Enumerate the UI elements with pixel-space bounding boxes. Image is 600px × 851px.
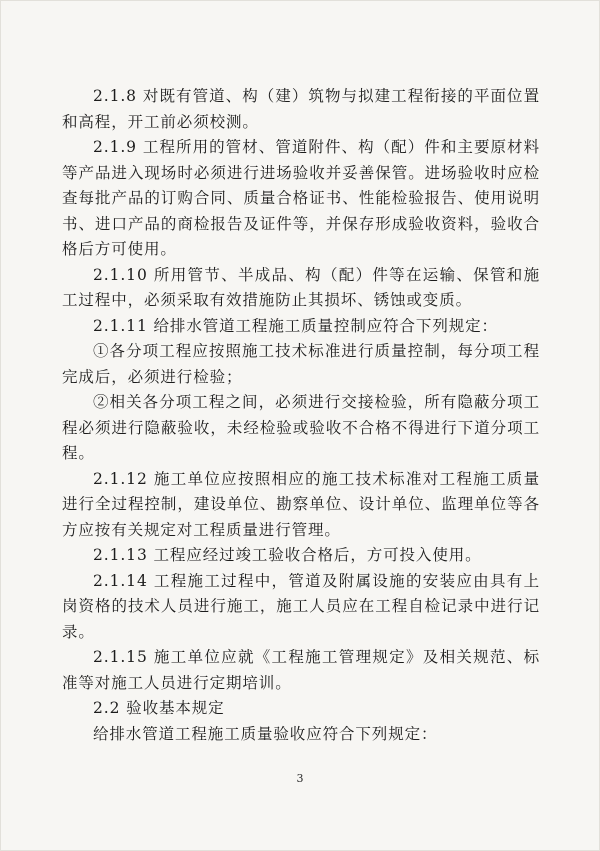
clause-2-1-12: 2.1.12 施工单位应按照相应的施工技术标准对工程施工质量进行全过程控制，建设单位、勘察单位、设计单位、监理单位等各方应按有关规定对工程质量进行管理。 <box>62 469 540 539</box>
page-number: 3 <box>296 772 304 785</box>
clause-2-1-13: 2.1.13 工程应经过竣工验收合格后，方可投入使用。 <box>93 546 482 564</box>
clause-2-1-15: 2.1.15 施工单位应就《工程施工管理规定》及相关规范、标准等对施工人员进行定期培训。 <box>62 648 540 692</box>
clause-2-1-11-item-1: ①各分项工程应按照施工技术标准进行质量控制，每分项工程完成后，必须进行检验； <box>62 342 540 386</box>
section-2-2-intro: 给排水管道工程施工质量验收应符合下列规定： <box>93 724 438 743</box>
clause-2-1-8: 2.1.8 对既有管道、构（建）筑物与拟建工程衔接的平面位置和高程，开工前必须校测。 <box>62 87 540 131</box>
clause-2-1-11: 2.1.11 给排水管道工程施工质量控制应符合下列规定： <box>93 316 498 335</box>
clause-2-1-14: 2.1.14 工程施工过程中，管道及附属设施的安装应由具有上岗资格的技术人员进行施工，施工人员应在工程自检记录中进行记录。 <box>62 571 540 641</box>
clause-2-1-11-item-2: ②相关各分项工程之间，必须进行交接检验，所有隐蔽分项工程必须进行隐蔽验收，未经检验或验收不合格不得进行下道分项工程。 <box>62 393 540 462</box>
clause-2-1-10: 2.1.10 所用管节、半成品、构（配）件等在运输、保管和施工过程中，必须采取有效措施防止其损坏、锈蚀或变质。 <box>62 265 540 309</box>
clause-2-1-9: 2.1.9 工程所用的管材、管道附件、构（配）件和主要原材料等产品进入现场时必须进行进场验收并妥善保管。进场验收时应检查每批产品的订购合同、质量合格证书、性能检验报告、使用说明书、进口产品的商检报告及证件等，并保存形成验收资料，验收合格后方可使用。 <box>62 138 540 258</box>
section-heading-2-2: 2.2 验收基本规定 <box>93 699 225 717</box>
body-text <box>62 84 540 747</box>
